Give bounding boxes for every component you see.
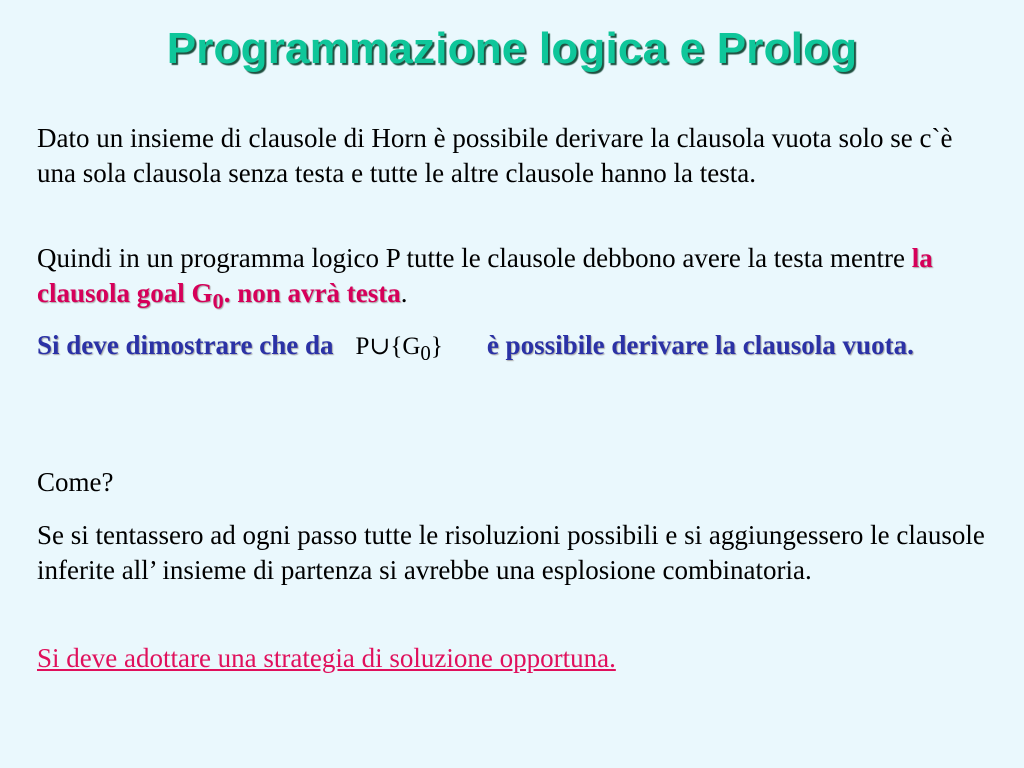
slide-title: Programmazione logica e Prolog	[166, 24, 858, 73]
paragraph-prove	[37, 328, 997, 371]
formula-close: }	[430, 333, 443, 360]
strategy-link-text[interactable]: Si deve adottare una strategia di soluzione opportuna.	[37, 643, 616, 673]
goal-clause-tail: . non avrà testa	[223, 278, 401, 308]
paragraph-horn-clauses: Dato un insieme di clausole di Horn è possibile derivare la clausola vuota solo se c`è una sola clausola senza testa e tutte le altre clausole hanno la testa.	[37, 123, 953, 188]
paragraph-logic-program-text: Quindi in un programma logico P tutte le clausole debbono avere la testa mentre	[37, 243, 912, 273]
strategy-link[interactable]	[37, 641, 997, 676]
prove-text-start: Si deve dimostrare che da	[37, 330, 334, 360]
goal-subscript: 0	[212, 288, 224, 314]
paragraph-combinatorial-explosion: Se si tentassero ad ogni passo tutte le risoluzioni possibili e si aggiungessero le clausole inferite all’ insieme di partenza si avrebbe una esplosione combinatoria.	[37, 520, 985, 585]
prove-text-end: è possibile derivare la clausola vuota.	[486, 330, 914, 360]
paragraph-logic-program-end: .	[400, 278, 408, 308]
formula-subscript: 0	[420, 341, 431, 365]
paragraph-logic-program	[37, 241, 997, 318]
union-formula	[355, 329, 442, 371]
goal-clause-text: la clausola goal G	[37, 243, 933, 308]
paragraph-question: Come?	[37, 467, 114, 497]
formula-main: P∪{G	[355, 333, 421, 360]
